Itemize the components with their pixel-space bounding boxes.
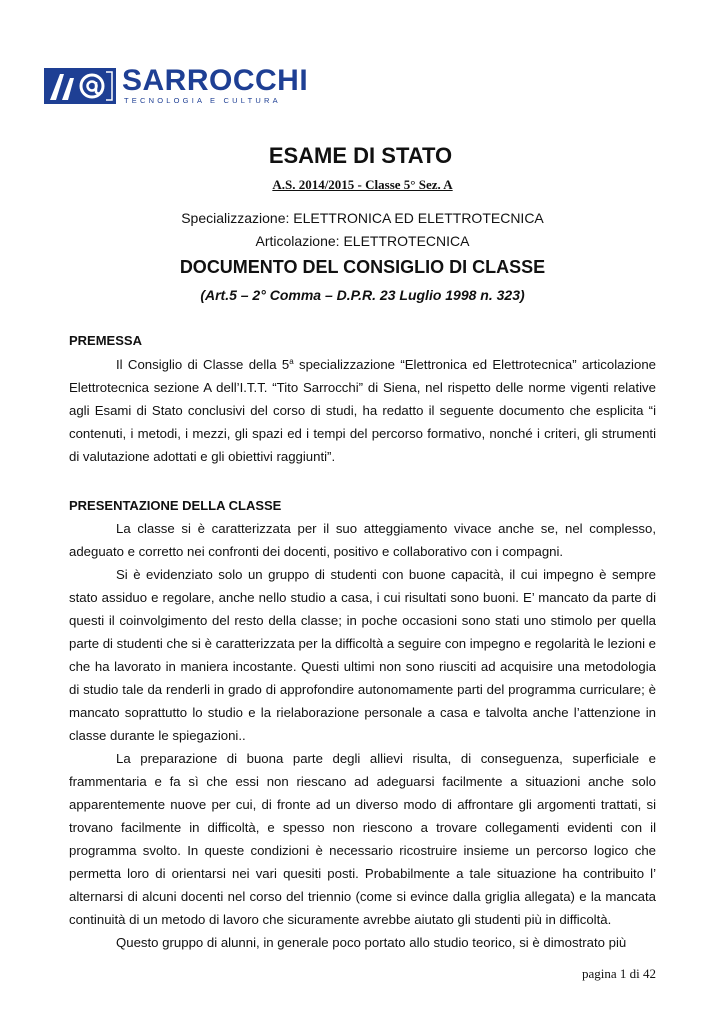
paragraph: La preparazione di buona parte degli allievi risulta, di conseguenza, superficiale e frammentaria e fa sì che essi non riescano ad adeguarsi facilmente a situazioni anche solo apparentemente nuove per cui, di fronte ad un diverso modo di affrontare gli argomenti trattati, si trovano facilmente in difficoltà, e spesso non riescono a trovare collegamenti evidenti con il programma svolto. In queste condizioni è necessario ricostruire insieme un percorso logico che permetta loro di orientarsi nei vari quesiti posti. Probabilmente a tale situazione ha contribuito l’ alternarsi di alcuni docenti nel corso del triennio (come si evince dalla griglia allegata) e la mancata continuità di un metodo di lavoro che sicuramente avrebbe aiutato gli studenti più in difficoltà. (69, 751, 656, 927)
paragraph: La classe si è caratterizzata per il suo atteggiamento vivace anche se, nel complesso, adeguato e corretto nei confronti dei docenti, positivo e collaborativo con i compagni. (69, 521, 656, 559)
premessa-paragraph: Il Consiglio di Classe della 5$^a$ specializzazione “Elettronica ed Elettrotecnica” articolazione Elettrotecnica sezione A dell’I.T.T. “Tito Sarrocchi” di Siena, nel rispetto delle norme vigenti relative agli Esami di Stato conclusivi del corso di studi, ha redatto il seguente documento che esplicita “i contenuti, i metodi, i mezzi, gli spazi ed i tempi del percorso formativo, nonché i criteri, gli strumenti di valutazione adottati e gli obiettivi raggiunti”. (69, 357, 656, 464)
presentazione-body (69, 517, 656, 954)
premessa-body (69, 353, 656, 468)
section-heading-premessa: PREMESSA (69, 333, 142, 348)
logo-tagline: TECNOLOGIA E CULTURA (124, 96, 281, 105)
legal-reference: (Art.5 – 2° Comma – D.P.R. 23 Luglio 1998 n. 323) (200, 287, 525, 303)
specialization-line: Specializzazione: ELETTRONICA ED ELETTROTECNICA (181, 210, 544, 226)
page-number: pagina 1 di 42 (581, 966, 656, 981)
school-logo (44, 64, 309, 112)
page-title: ESAME DI STATO (268, 143, 453, 168)
articulation-line: Articolazione: ELETTROTECNICA (255, 233, 470, 249)
logo-wordmark: SARROCCHI (122, 64, 309, 97)
document-title: DOCUMENTO DEL CONSIGLIO DI CLASSE (179, 257, 546, 277)
section-heading-presentazione: PRESENTAZIONE DELLA CLASSE (69, 498, 282, 513)
school-year-line: A.S. 2014/2015 - Classe 5° Sez. A (272, 177, 453, 192)
paragraph: Questo gruppo di alunni, in generale poco portato allo studio teorico, si è dimostrato più (116, 935, 627, 950)
paragraph: Si è evidenziato solo un gruppo di studenti con buone capacità, il cui impegno è sempre stato assiduo e regolare, anche nello studio a casa, i cui risultati sono buoni. E’ mancato da parte di questi il coinvolgimento del resto della classe; in poche occasioni sono stati uno stimolo per quella parte di studenti che si è caratterizzata per la difficoltà a seguire con impegno e regolarità le lezioni e che ha lavorato in maniera incostante. Questi ultimi non sono riusciti ad acquisire una metodologia di studio tale da renderli in grado di approfondire autonomamente parti del programma curriculare; è mancato soprattutto lo studio e la rielaborazione personale a casa e talvolta anche l’attenzione in classe durante le spiegazioni.. (69, 567, 656, 743)
sarrocchi-logo-icon (44, 68, 116, 104)
